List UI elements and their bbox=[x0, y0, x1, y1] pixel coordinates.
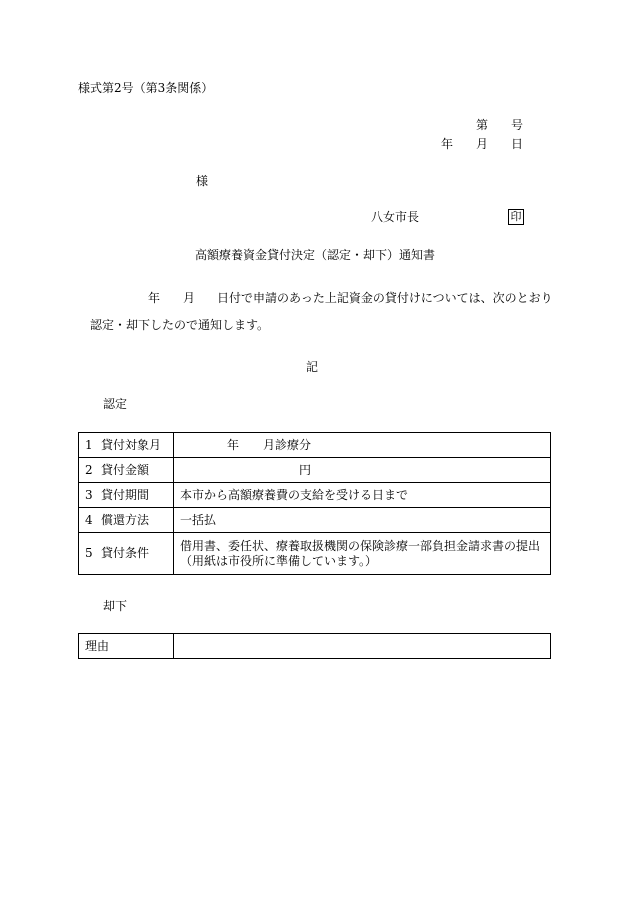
addressee-suffix: 様 bbox=[196, 174, 209, 188]
table-row bbox=[79, 508, 551, 533]
rejection-table bbox=[78, 633, 551, 659]
row-label: 1 貸付対象月 bbox=[79, 433, 174, 458]
row-value: 年 月診療分 bbox=[174, 433, 551, 458]
row-label: 4 償還方法 bbox=[79, 508, 174, 533]
body-year: 年 bbox=[148, 291, 161, 305]
rejection-heading: 却下 bbox=[103, 599, 128, 613]
date-year: 年 bbox=[441, 137, 454, 151]
reason-label: 理由 bbox=[79, 634, 174, 659]
table-row bbox=[79, 483, 551, 508]
date-day: 日 bbox=[511, 137, 524, 151]
seal-stamp: 印 bbox=[508, 209, 524, 225]
row-label: 5 貸付条件 bbox=[79, 533, 174, 575]
issue-no-prefix: 第 bbox=[476, 118, 489, 132]
table-row bbox=[79, 634, 551, 659]
body-line1: 日付で申請のあった上記資金の貸付けについては、次のとおり bbox=[217, 291, 553, 305]
row-value: 借用書、委任状、療養取扱機関の保険診療一部負担金請求書の提出 （用紙は市役所に準備しています。） bbox=[174, 533, 551, 575]
table-row bbox=[79, 533, 551, 575]
issue-no-suffix: 号 bbox=[511, 118, 524, 132]
reason-value bbox=[174, 634, 551, 659]
row-value: 円 bbox=[174, 458, 551, 483]
issuer-name: 八女市長 bbox=[371, 210, 420, 224]
approval-heading: 認定 bbox=[103, 397, 128, 411]
table-row bbox=[79, 458, 551, 483]
body-line2: 認定・却下したので通知します。 bbox=[90, 318, 270, 332]
approval-table bbox=[78, 432, 551, 575]
ki-heading: 記 bbox=[306, 360, 319, 374]
row-label: 3 貸付期間 bbox=[79, 483, 174, 508]
date-month: 月 bbox=[476, 137, 489, 151]
row-value: 一括払 bbox=[174, 508, 551, 533]
row-label: 2 貸付金額 bbox=[79, 458, 174, 483]
body-month: 月 bbox=[183, 291, 196, 305]
document-title: 高額療養資金貸付決定（認定・却下）通知書 bbox=[194, 248, 435, 262]
row-value: 本市から高額療養費の支給を受ける日まで bbox=[174, 483, 551, 508]
table-row bbox=[79, 433, 551, 458]
form-number: 様式第2号（第3条関係） bbox=[78, 81, 214, 95]
